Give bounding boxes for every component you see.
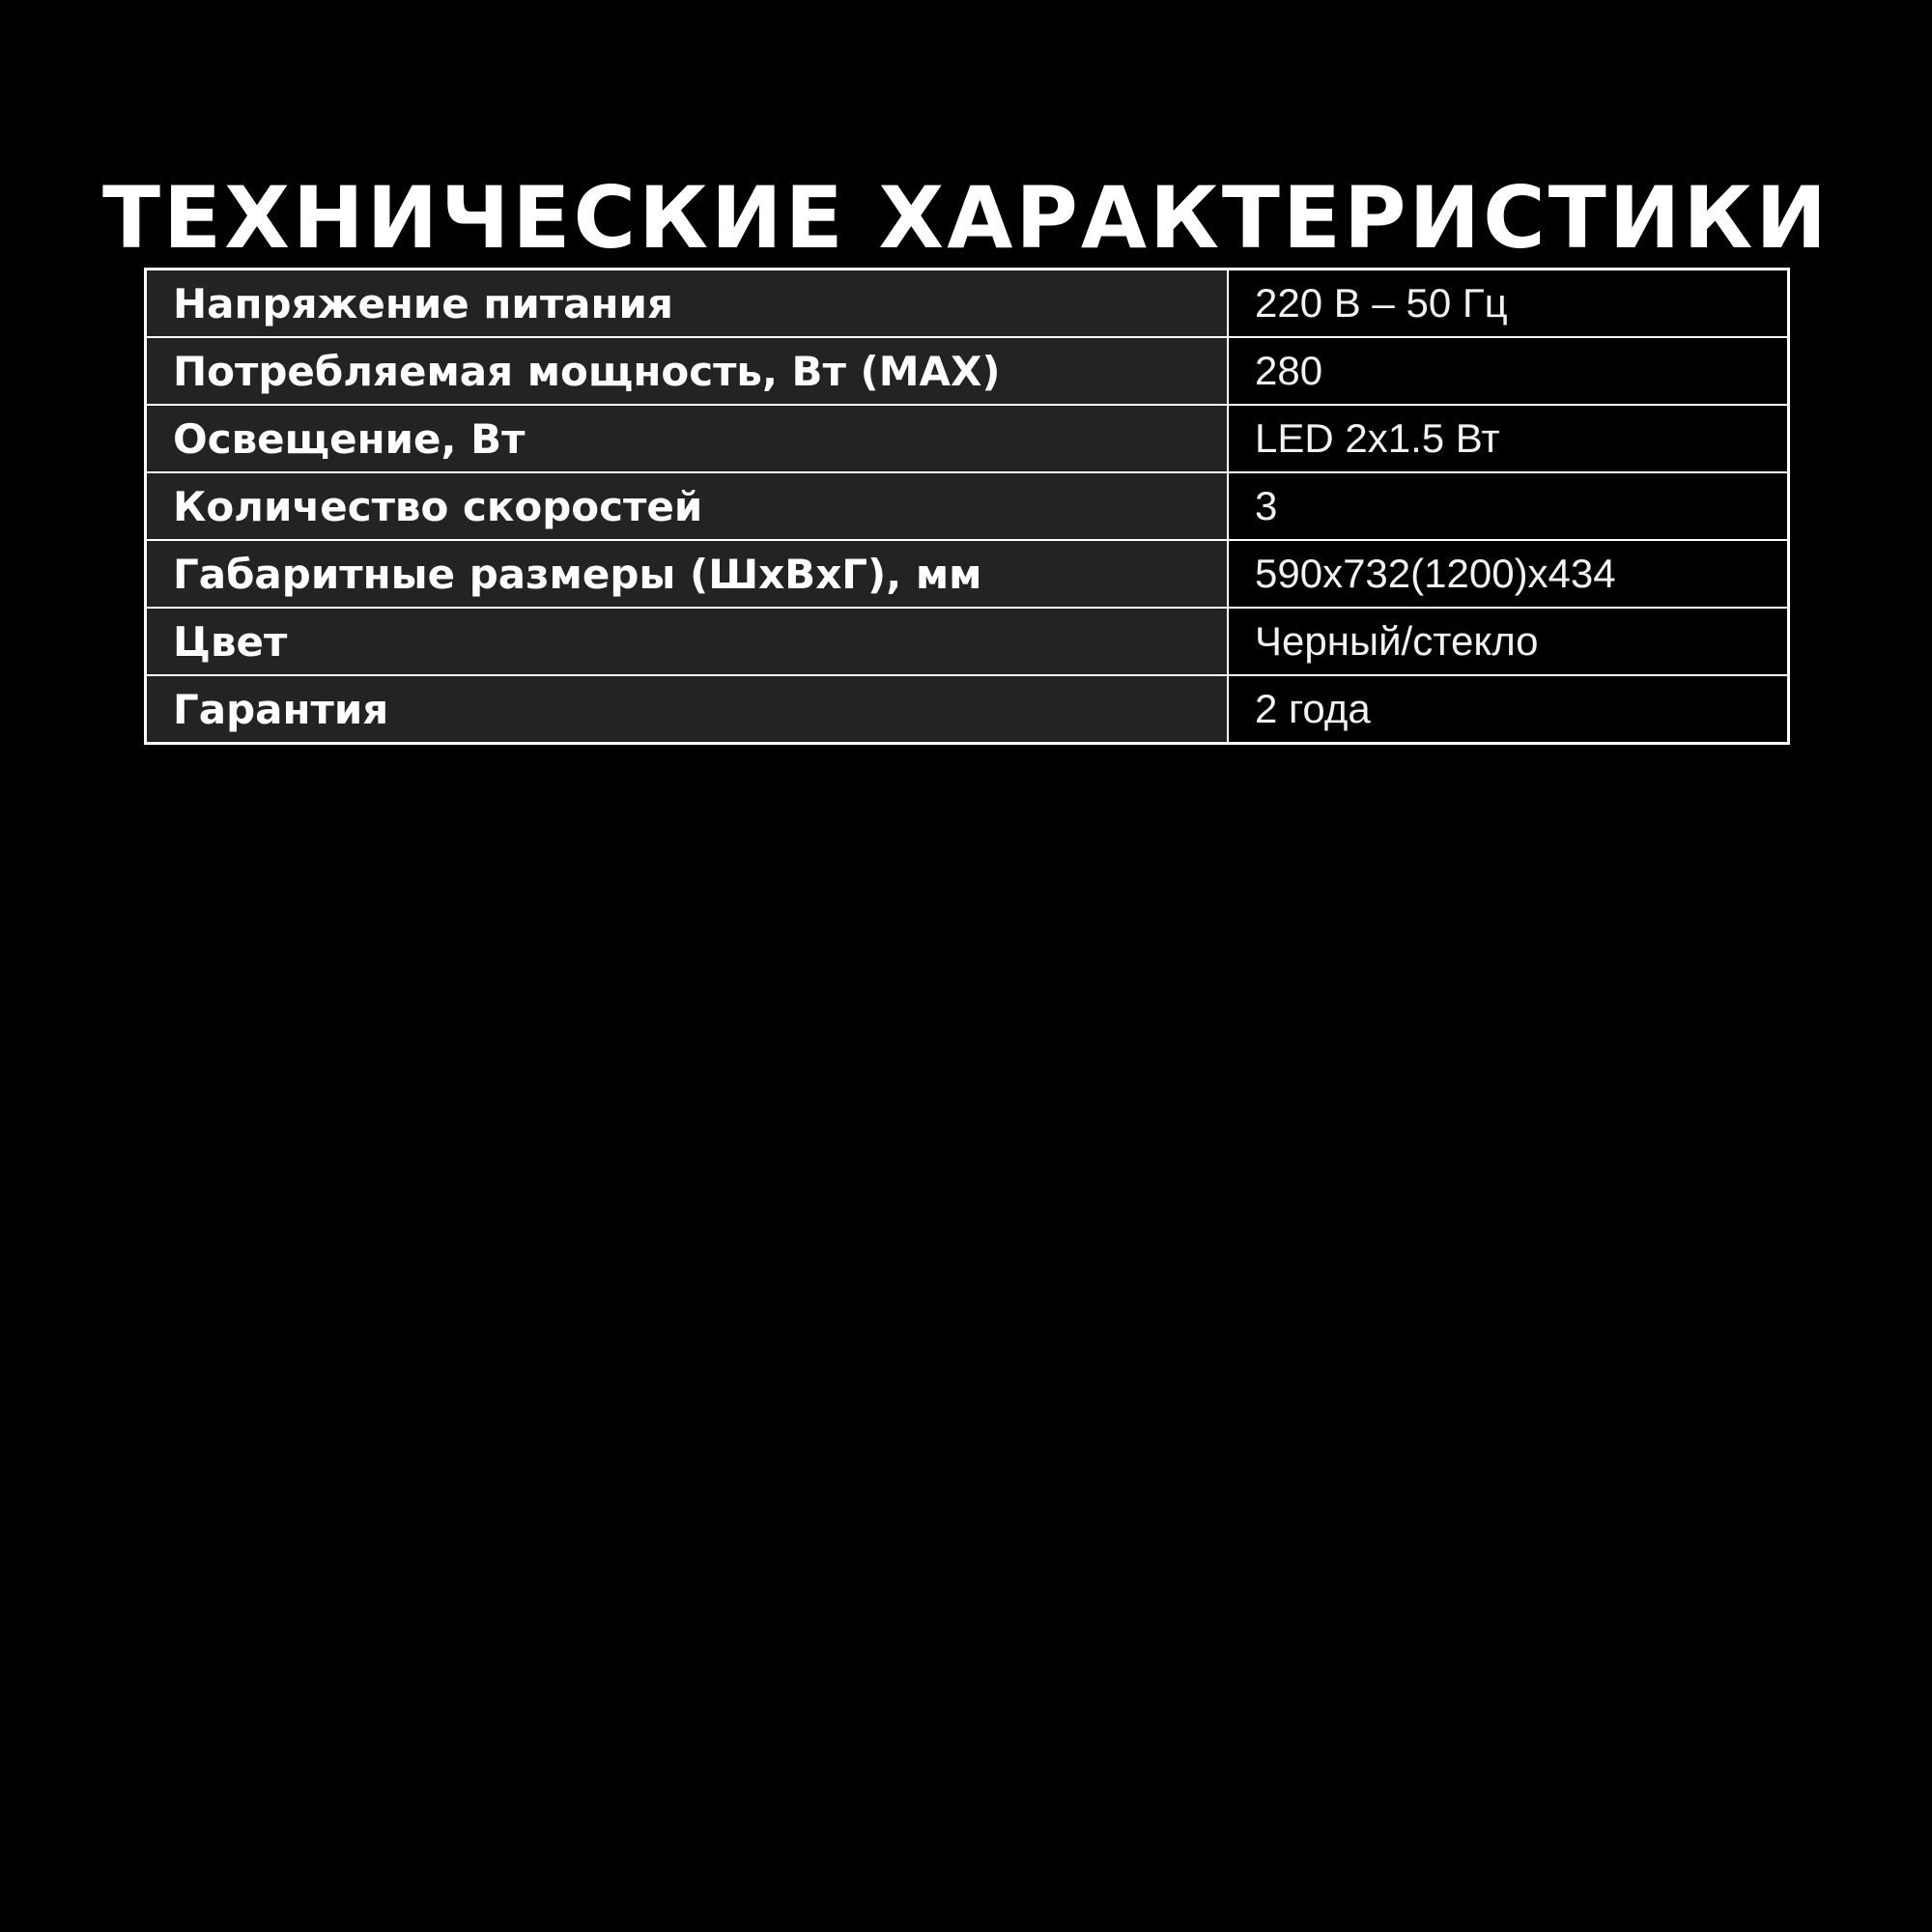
- spec-value: 3: [1228, 472, 1789, 540]
- spec-value: 280: [1228, 337, 1789, 405]
- spec-label: Напряжение питания: [146, 270, 1229, 338]
- spec-label: Освещение, Вт: [146, 405, 1229, 472]
- specs-table: [144, 268, 1790, 745]
- spec-value: LED 2x1.5 Вт: [1228, 405, 1789, 472]
- table-row: [146, 675, 1789, 744]
- spec-value: Черный/стекло: [1228, 608, 1789, 675]
- spec-label: Гарантия: [146, 675, 1229, 744]
- spec-label: Цвет: [146, 608, 1229, 675]
- spec-label: Габаритные размеры (ШхВхГ), мм: [146, 540, 1229, 608]
- table-row: [146, 270, 1789, 338]
- spec-value: 590x732(1200)x434: [1228, 540, 1789, 608]
- table-row: [146, 540, 1789, 608]
- spec-value: 2 года: [1228, 675, 1789, 744]
- table-row: [146, 405, 1789, 472]
- table-row: [146, 337, 1789, 405]
- table-row: [146, 608, 1789, 675]
- spec-label: Потребляемая мощность, Вт (MAX): [146, 337, 1229, 405]
- spec-label: Количество скоростей: [146, 472, 1229, 540]
- table-row: [146, 472, 1789, 540]
- spec-value: 220 В – 50 Гц: [1228, 270, 1789, 338]
- page-title: ТЕХНИЧЕСКИЕ ХАРАКТЕРИСТИКИ: [101, 167, 1831, 268]
